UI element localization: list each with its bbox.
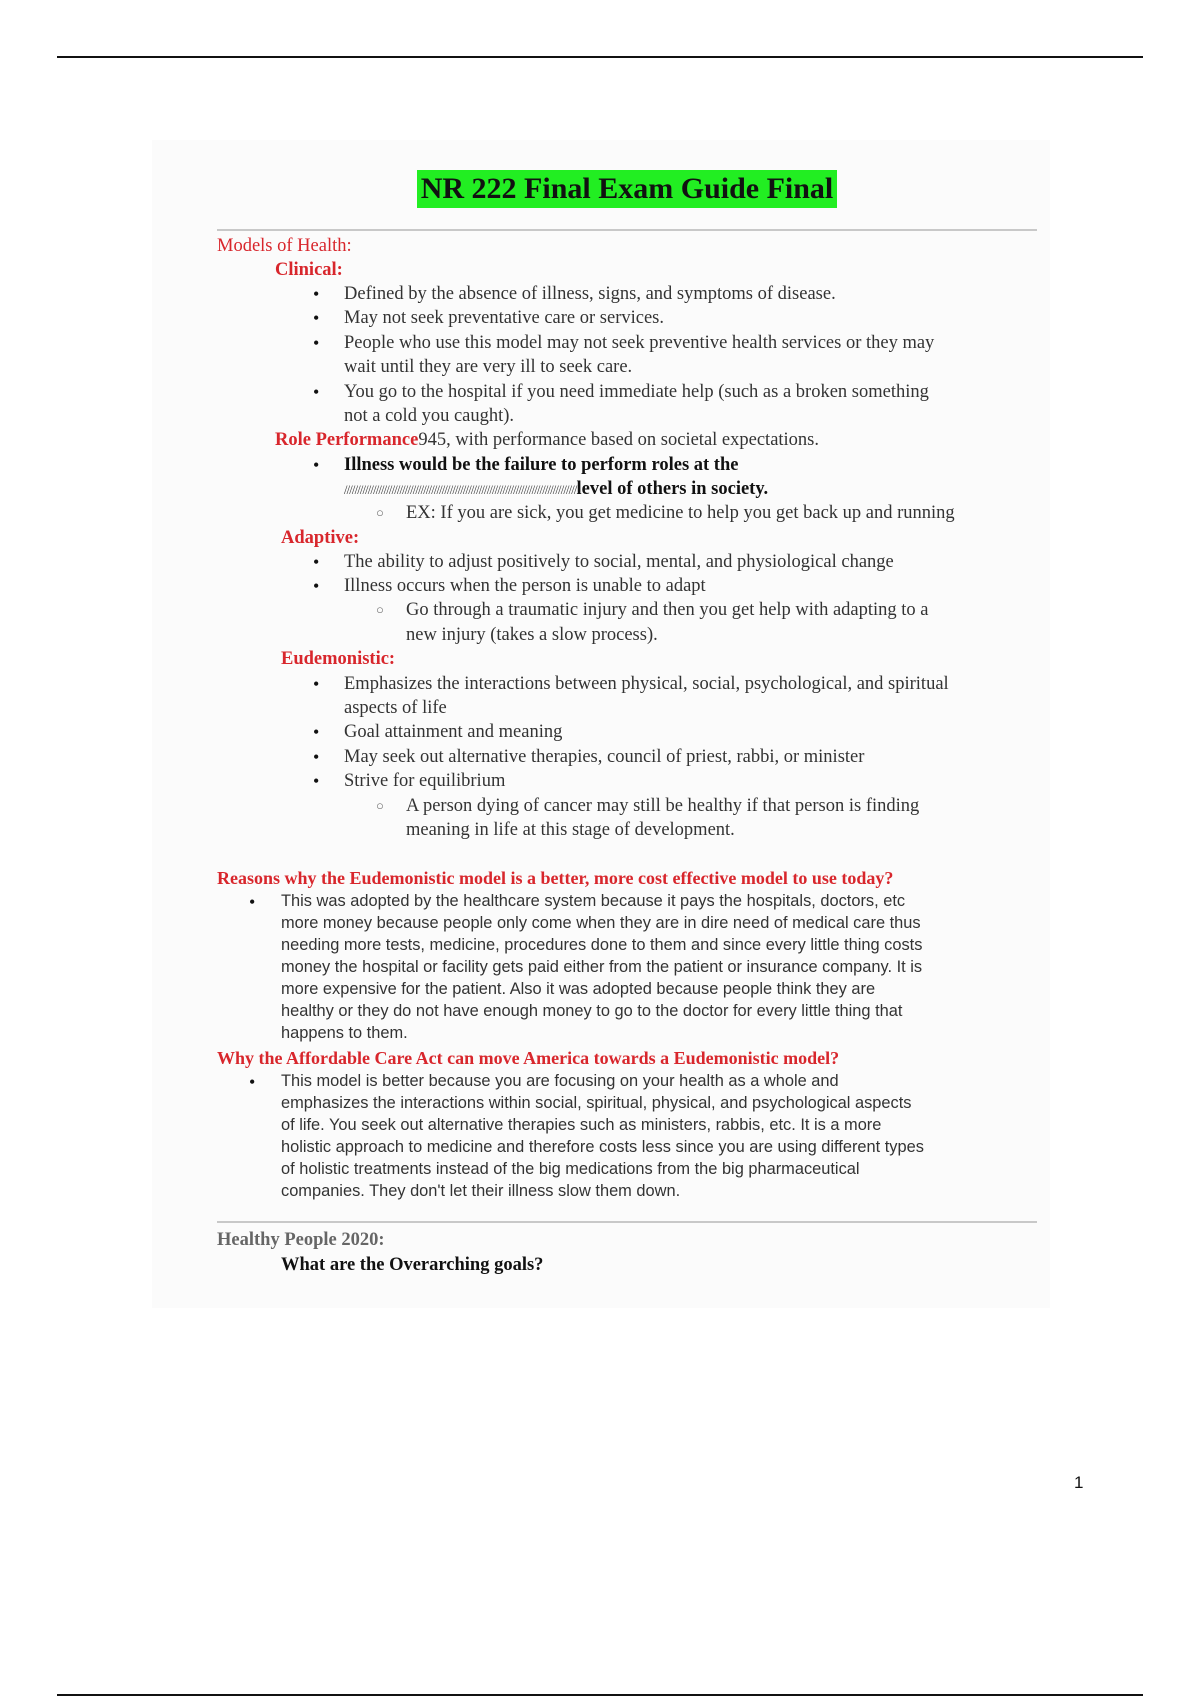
circle-bullet-icon: ○ bbox=[376, 602, 384, 617]
clinical-bullet-2: May not seek preventative care or services. bbox=[344, 308, 665, 328]
aca-paragraph bbox=[281, 1070, 1061, 1202]
eudemonistic-sub-line-1: A person dying of cancer may still be healthy if that person is finding bbox=[406, 796, 920, 816]
reasons-line: happens to them. bbox=[281, 1024, 408, 1042]
bullet-icon: • bbox=[313, 747, 320, 767]
circle-bullet-icon: ○ bbox=[376, 505, 384, 520]
bullet-icon: • bbox=[313, 576, 320, 596]
bottom-rule bbox=[57, 1694, 1143, 1696]
clinical-bullet-4-line-2: not a cold you caught). bbox=[344, 406, 515, 426]
role-performance-line bbox=[275, 428, 819, 452]
adaptive-sub-line-1: Go through a traumatic injury and then you get help with adapting to a bbox=[406, 600, 929, 620]
reasons-line: more expensive for the patient. Also it was adopted because people think they are bbox=[281, 980, 876, 998]
role-bullet-line-1: Illness would be the failure to perform roles at the bbox=[344, 455, 739, 475]
bullet-icon: • bbox=[313, 333, 320, 353]
aca-heading: Why the Affordable Care Act can move America towards a Eudemonistic model? bbox=[217, 1048, 840, 1068]
eudemonistic-bullet-1-line-1: Emphasizes the interactions between physical, social, psychological, and spiritual bbox=[344, 674, 949, 694]
adaptive-sub-line-2: new injury (takes a slow process). bbox=[406, 625, 658, 645]
bullet-icon: • bbox=[313, 552, 320, 572]
bullet-icon: • bbox=[313, 722, 320, 742]
reasons-heading: Reasons why the Eudemonistic model is a better, more cost effective model to use today? bbox=[217, 868, 894, 888]
role-performance-heading: Role Performance bbox=[275, 430, 419, 450]
bullet-icon: • bbox=[249, 892, 256, 912]
clinical-bullet-1: Defined by the absence of illness, signs, and symptoms of disease. bbox=[344, 284, 836, 304]
aca-line: This model is better because you are focusing on your health as a whole and bbox=[281, 1072, 839, 1090]
adaptive-heading: Adaptive: bbox=[281, 528, 360, 548]
adaptive-bullet-2: Illness occurs when the person is unable to adapt bbox=[344, 576, 706, 596]
clinical-heading: Clinical: bbox=[275, 260, 343, 280]
aca-line: of life. You seek out alternative therapies such as ministers, rabbis, etc. It is a more bbox=[281, 1116, 882, 1134]
reasons-line: healthy or they do not have enough money to go to the doctor for every little thing that bbox=[281, 1002, 903, 1020]
bullet-icon: • bbox=[249, 1072, 256, 1092]
aca-line: emphasizes the interactions within social, spiritual, physical, and psychological aspects bbox=[281, 1094, 912, 1112]
models-heading: Models of Health: bbox=[217, 236, 352, 256]
reasons-paragraph bbox=[281, 890, 1061, 1044]
role-bullet-line-2-text: level of others in society. bbox=[576, 479, 769, 499]
bullet-icon: • bbox=[313, 382, 320, 402]
role-sub-bullet: EX: If you are sick, you get medicine to help you get back up and running bbox=[406, 503, 955, 523]
eudemonistic-heading: Eudemonistic: bbox=[281, 649, 396, 669]
overarching-goals-question: What are the Overarching goals? bbox=[281, 1255, 544, 1275]
bullet-icon: • bbox=[313, 455, 320, 475]
clinical-bullet-3-line-2: wait until they are very ill to seek care. bbox=[344, 357, 633, 377]
bullet-icon: • bbox=[313, 308, 320, 328]
section-divider bbox=[217, 1221, 1037, 1223]
title-row bbox=[0, 170, 1200, 208]
reasons-line: needing more tests, medicine, procedures done to them and since every little thing costs bbox=[281, 936, 923, 954]
eudemonistic-bullet-3: May seek out alternative therapies, council of priest, rabbi, or minister bbox=[344, 747, 865, 767]
healthy-people-heading: Healthy People 2020: bbox=[217, 1230, 385, 1250]
title-divider bbox=[217, 229, 1037, 231]
reasons-line: This was adopted by the healthcare system because it pays the hospitals, doctors, etc bbox=[281, 892, 906, 910]
eudemonistic-bullet-2: Goal attainment and meaning bbox=[344, 722, 563, 742]
aca-line: companies. They don't let their illness slow them down. bbox=[281, 1182, 681, 1200]
aca-line: of holistic treatments instead of the big medications from the big pharmaceutical bbox=[281, 1160, 860, 1178]
aca-line: holistic approach to medicine and therefore costs less since you are using different types bbox=[281, 1138, 924, 1156]
top-rule bbox=[57, 56, 1143, 58]
slash-fill: //////////////////////////////////////////////////////////////////////////////////////// bbox=[344, 483, 577, 497]
role-performance-text: 945, with performance based on societal expectations. bbox=[418, 430, 820, 450]
reasons-line: more money because people only come when they are in dire need of medical care thus bbox=[281, 914, 921, 932]
document-title: NR 222 Final Exam Guide Final bbox=[417, 170, 838, 208]
adaptive-bullet-1: The ability to adjust positively to social, mental, and physiological change bbox=[344, 552, 894, 572]
reasons-line: money the hospital or facility gets paid either from the patient or insurance company. It is bbox=[281, 958, 923, 976]
clinical-bullet-4-line-1: You go to the hospital if you need immediate help (such as a broken something bbox=[344, 382, 929, 402]
eudemonistic-bullet-4: Strive for equilibrium bbox=[344, 771, 506, 791]
bullet-icon: • bbox=[313, 284, 320, 304]
clinical-bullet-3-line-1: People who use this model may not seek preventive health services or they may bbox=[344, 333, 935, 353]
eudemonistic-bullet-1-line-2: aspects of life bbox=[344, 698, 447, 718]
bullet-icon: • bbox=[313, 674, 320, 694]
role-bullet-line-2 bbox=[344, 477, 768, 502]
circle-bullet-icon: ○ bbox=[376, 798, 384, 813]
page-number: 1 bbox=[1074, 1473, 1084, 1492]
eudemonistic-sub-line-2: meaning in life at this stage of development. bbox=[406, 820, 735, 840]
bullet-icon: • bbox=[313, 771, 320, 791]
